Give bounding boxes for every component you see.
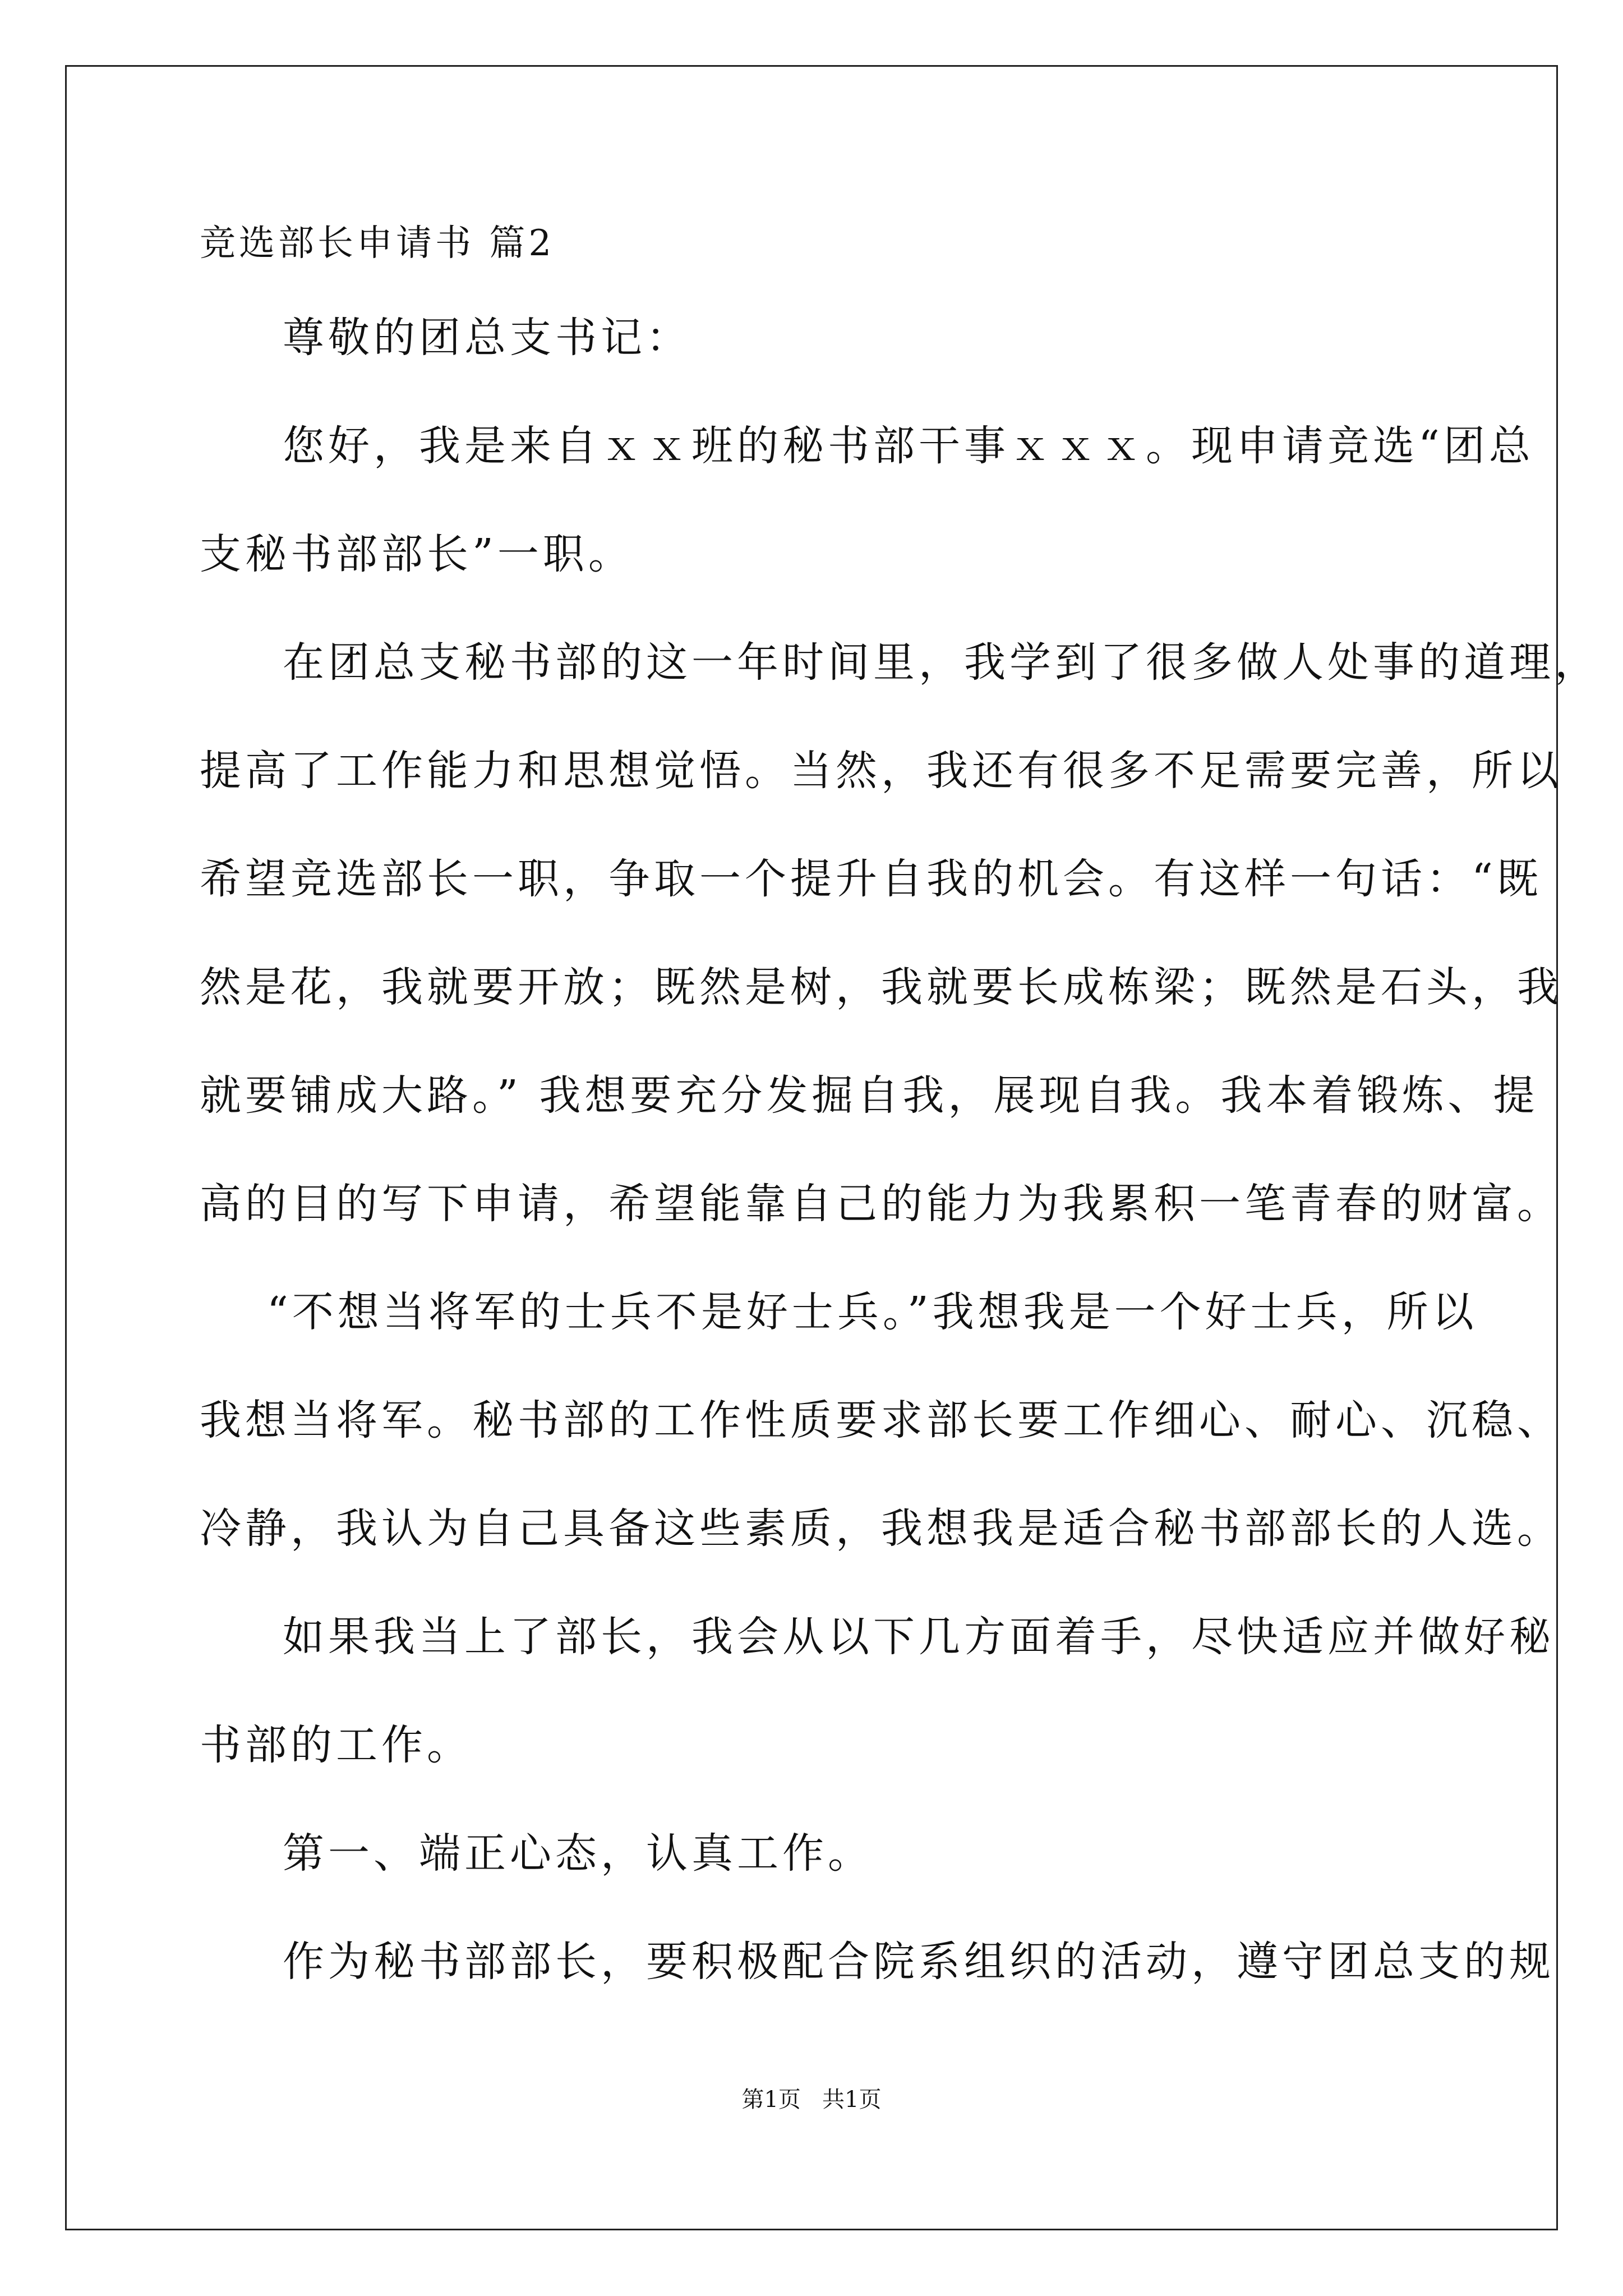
text-line: 希望竞选部长一职，争取一个提升自我的机会。有这样一句话：“既 (200, 855, 1542, 903)
text-line: 然是花，我就要开放；既然是树，我就要长成栋梁；既然是石头，我 (200, 963, 1562, 1011)
text-line: 支秘书部部长”一职。 (200, 530, 634, 578)
text-line: 如果我当上了部长，我会从以下几方面着手，尽快适应并做好秘 (283, 1613, 1555, 1661)
text-line: 就要铺成大路。” 我想要充分发掘自我，展现自我。我本着锻炼、提 (200, 1071, 1539, 1120)
text-line: 尊敬的团总支书记： (283, 314, 691, 362)
text-line: 高的目的写下申请，希望能靠自己的能力为我累积一笔青春的财富。 (200, 1180, 1562, 1228)
text-line: 书部的工作。 (200, 1721, 472, 1769)
document-title: 竞选部长申请书 篇2 (200, 223, 555, 264)
document-body (200, 219, 1600, 2045)
page-footer: 第1页 共1页 (741, 2087, 882, 2113)
text-line: 作为秘书部部长，要积极配合院系组织的活动，遵守团总支的规 (283, 1938, 1555, 1986)
text-line: 冷静，我认为自己具备这些素质，我想我是适合秘书部部长的人选。 (200, 1504, 1562, 1553)
text-line: 在团总支秘书部的这一年时间里，我学到了很多做人处事的道理， (283, 638, 1600, 687)
text-line: 我想当将军。秘书部的工作性质要求部长要工作细心、耐心、沉稳、 (200, 1396, 1562, 1444)
text-line: 您好，我是来自ｘｘ班的秘书部干事ｘｘｘ。现申请竞选“团总 (283, 422, 1534, 470)
text-line: 提高了工作能力和思想觉悟。当然，我还有很多不足需要完善，所以 (200, 747, 1562, 795)
text-line: “不想当将军的士兵不是好士兵。”我想我是一个好士兵，所以 (267, 1288, 1478, 1336)
text-line: 第一、端正心态，认真工作。 (283, 1829, 873, 1878)
